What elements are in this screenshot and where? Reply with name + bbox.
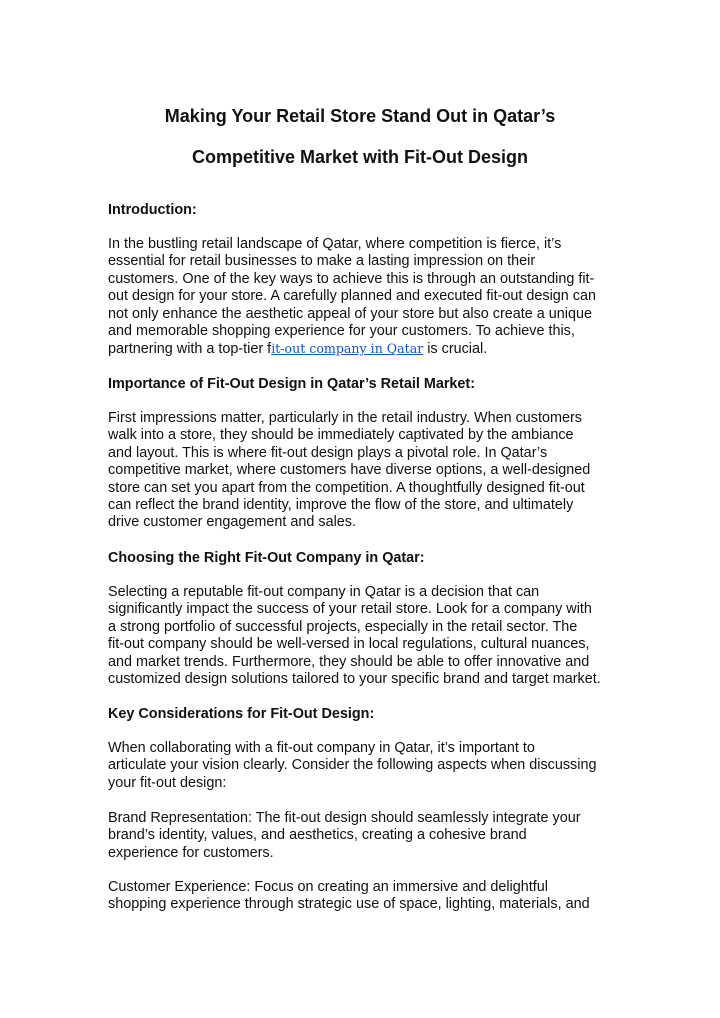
paragraph-choosing bbox=[108, 584, 628, 688]
document-title-line-1: Making Your Retail Store Stand Out in Qatar’s bbox=[164, 106, 556, 126]
text-line: walk into a store, they should be immediately captivated by the ambiance bbox=[108, 427, 574, 444]
text-line: and memorable shopping experience for your customers. To achieve this, bbox=[108, 323, 575, 340]
text-line: essential for retail businesses to make a lasting impression on their bbox=[108, 253, 536, 270]
text-line: store can set you apart from the competition. A thoughtfully designed fit-out bbox=[108, 479, 585, 496]
paragraph-customer-experience bbox=[108, 879, 628, 914]
text-line: experience for customers. bbox=[108, 844, 274, 861]
paragraph-considerations bbox=[108, 740, 628, 792]
text-line: your fit-out design: bbox=[108, 774, 227, 791]
heading-considerations: Key Considerations for Fit-Out Design: bbox=[108, 706, 375, 722]
text-line: brand’s identity, values, and aesthetics, creating a cohesive brand bbox=[108, 827, 527, 844]
text-line: shopping experience through strategic use of space, lighting, materials, and bbox=[108, 896, 590, 913]
text-line: out design for your store. A carefully planned and executed fit-out design can bbox=[108, 288, 596, 305]
text-line: First impressions matter, particularly in the retail industry. When customers bbox=[108, 410, 582, 426]
text-line: not only enhance the aesthetic appeal of your store but also create a unique bbox=[108, 305, 593, 322]
text-line: a strong portfolio of successful projects, especially in the retail sector. The bbox=[108, 618, 578, 635]
paragraph-introduction bbox=[108, 236, 628, 359]
text-line: Selecting a reputable fit-out company in Qatar is a decision that can bbox=[108, 584, 540, 600]
text-line: fit-out company should be well-versed in local regulations, cultural nuances, bbox=[108, 636, 590, 653]
text-line: significantly impact the success of your retail store. Look for a company with bbox=[108, 601, 592, 618]
text-line: articulate your vision clearly. Consider the following aspects when discussing bbox=[108, 757, 597, 774]
heading-introduction: Introduction: bbox=[108, 202, 197, 218]
text-line: competitive market, where customers have diverse options, a well-designed bbox=[108, 462, 591, 479]
text-line: and market trends. Furthermore, they should be able to offer innovative and bbox=[108, 653, 590, 670]
paragraph-importance bbox=[108, 410, 628, 532]
link-prefix-text: partnering with a top-tier f bbox=[108, 341, 272, 358]
text-line: Brand Representation: The fit-out design should seamlessly integrate your bbox=[108, 810, 581, 826]
text-line: In the bustling retail landscape of Qatar, where competition is fierce, it’s bbox=[108, 236, 562, 252]
heading-choosing: Choosing the Right Fit-Out Company in Qatar: bbox=[108, 550, 425, 566]
text-line: When collaborating with a fit-out company in Qatar, it’s important to bbox=[108, 740, 535, 756]
heading-importance: Importance of Fit-Out Design in Qatar’s Retail Market: bbox=[108, 376, 476, 392]
link-suffix-text: is crucial. bbox=[423, 341, 488, 358]
text-line: customers. One of the key ways to achieve this is through an outstanding fit- bbox=[108, 270, 595, 287]
text-line: drive customer engagement and sales. bbox=[108, 514, 356, 531]
text-line: and layout. This is where fit-out design plays a pivotal role. In Qatar’s bbox=[108, 444, 548, 461]
document-title-line-2: Competitive Market with Fit-Out Design bbox=[191, 147, 529, 167]
text-line-with-link bbox=[108, 340, 628, 358]
text-line: Customer Experience: Focus on creating an immersive and delightful bbox=[108, 879, 548, 895]
text-line: can reflect the brand identity, improve the flow of the store, and ultimately bbox=[108, 497, 574, 514]
paragraph-brand-representation bbox=[108, 810, 628, 862]
fit-out-company-link[interactable]: it-out company in Qatar bbox=[271, 341, 424, 357]
text-line: customized design solutions tailored to your specific brand and target market. bbox=[108, 671, 601, 688]
